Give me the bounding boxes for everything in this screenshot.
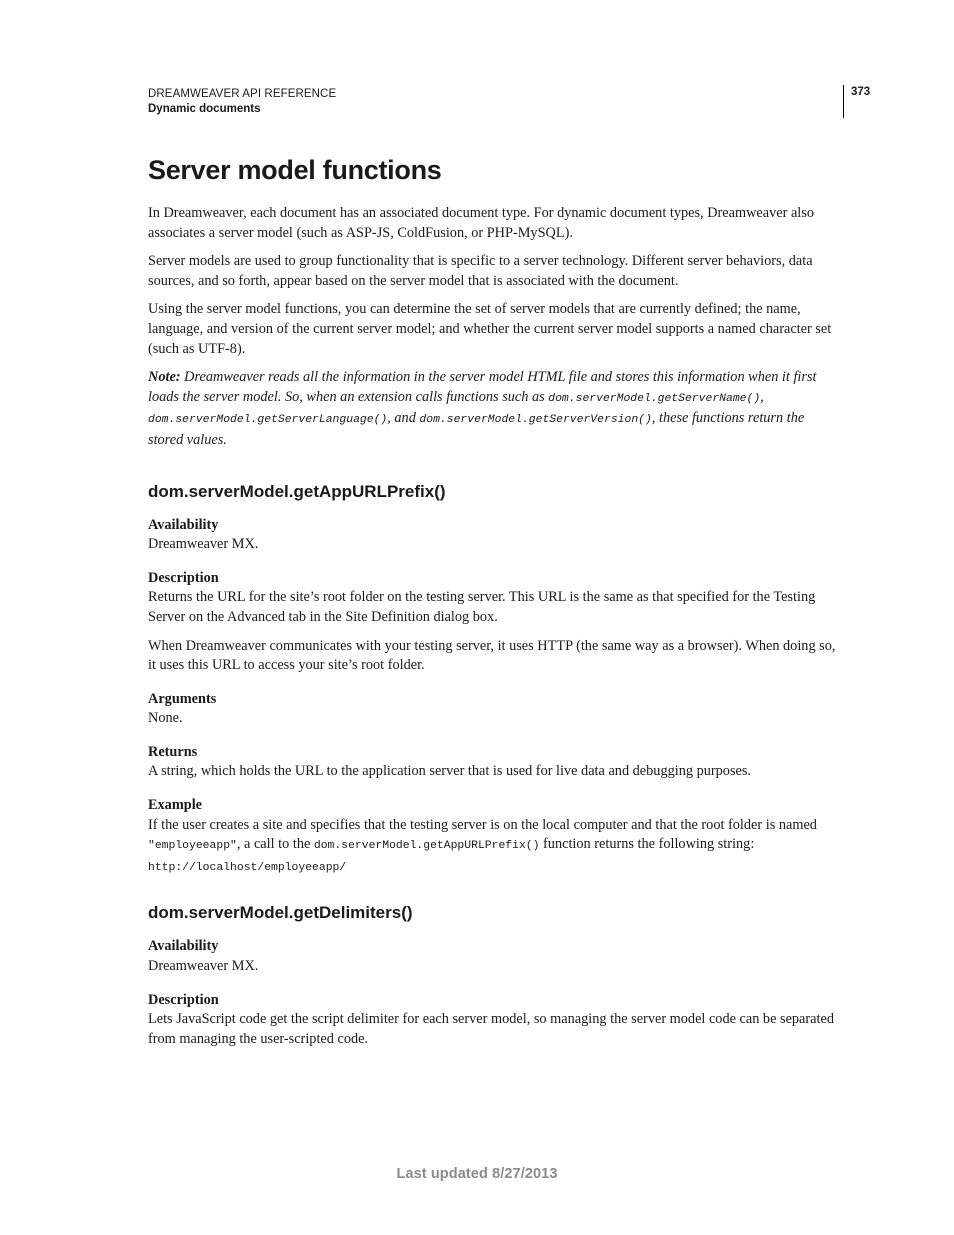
example-code-1: "employeeapp" (148, 840, 237, 853)
intro-paragraph-1: In Dreamweaver, each document has an associated document type. For dynamic document types, Dreamweaver also associates a server model (such as ASP-JS, ColdFusion, or PHP-MySQL). (148, 205, 814, 241)
example-text-1: If the user creates a site and specifies that the testing server is on the local computer and that the root folder is named (148, 816, 817, 833)
spacer (148, 451, 840, 481)
page-footer (0, 1166, 954, 1182)
availability-label: Availability (148, 516, 219, 533)
note-code-2: dom.serverModel.getServerLanguage() (148, 414, 388, 427)
description-text-1: Returns the URL for the site’s root folder on the testing server. This URL is the same as that specified for the Testing Server on the Advanced tab in the Site Definition dialog box. (148, 589, 816, 625)
description-block-2 (148, 991, 840, 1050)
section-heading-getappurlprefix: dom.serverModel.getAppURLPrefix() (148, 481, 446, 501)
footer-date: 8/27/2013 (492, 1166, 558, 1182)
availability-text: Dreamweaver MX. (148, 536, 259, 553)
description-text-2: When Dreamweaver communicates with your testing server, it uses HTTP (the same way as a browser). When doing so, it uses this URL to access your site’s root folder. (148, 637, 836, 674)
page-title: Server model functions (148, 155, 442, 185)
note-label: Note: (148, 369, 181, 386)
returns-label: Returns (148, 743, 198, 760)
arguments-label: Arguments (148, 690, 217, 707)
description-text-2-1: Lets JavaScript code get the script delimiter for each server model, so managing the server model code can be separated from managing the user-scripted code. (148, 1011, 834, 1047)
spacer (148, 878, 840, 902)
note-paragraph (148, 368, 840, 450)
note-text-2: , (760, 388, 764, 405)
arguments-block (148, 690, 840, 729)
availability-block-2 (148, 937, 840, 976)
intro-paragraph-3: Using the server model functions, you can determine the set of server models that are currently defined; the name, language, and version of the current server model; and whether the current server model supports a named character set (such as UTF-8). (148, 301, 832, 357)
example-code-2: dom.serverModel.getAppURLPrefix() (313, 840, 540, 853)
example-text-3: function returns the following string: (539, 836, 755, 853)
returns-text: A string, which holds the URL to the application server that is used for live data and debugging purposes. (148, 763, 751, 780)
page-body (148, 152, 840, 1049)
section-heading-getdelimiters: dom.serverModel.getDelimiters() (148, 903, 413, 923)
availability-text-2: Dreamweaver MX. (148, 958, 259, 975)
note-text-3: , and (387, 410, 420, 427)
example-label: Example (148, 797, 203, 814)
intro-paragraph-2: Server models are used to group functionality that is specific to a server technology. Different server behaviors, data sources, and so forth, appear based on the server model that is associated with the document. (148, 253, 813, 289)
note-code-1: dom.serverModel.getServerName() (548, 392, 761, 405)
note-text-1: Dreamweaver reads all the information in the server model HTML file and stores this information when it first loads the server model. So, when an extension calls functions such as (148, 369, 817, 405)
footer-label: Last updated (396, 1166, 488, 1182)
header-doc-title: DREAMWEAVER API REFERENCE (148, 88, 337, 100)
description-block (148, 569, 840, 676)
availability-label-2: Availability (148, 938, 219, 955)
arguments-text: None. (148, 710, 183, 727)
example-block (148, 796, 840, 878)
example-code-output: http://localhost/employeeapp/ (148, 861, 347, 874)
returns-block (148, 743, 840, 782)
description-label-2: Description (148, 991, 219, 1008)
availability-block (148, 516, 840, 555)
note-text-4: , these functions return the stored values. (148, 410, 805, 448)
header-divider (843, 85, 844, 118)
description-label: Description (148, 569, 219, 586)
example-text-2: , a call to the (236, 836, 314, 853)
note-code-3: dom.serverModel.getServerVersion() (419, 414, 652, 427)
page-number: 373 (851, 86, 871, 98)
example-text (148, 816, 840, 857)
header-section: Dynamic documents (148, 103, 261, 115)
running-header (148, 87, 336, 117)
